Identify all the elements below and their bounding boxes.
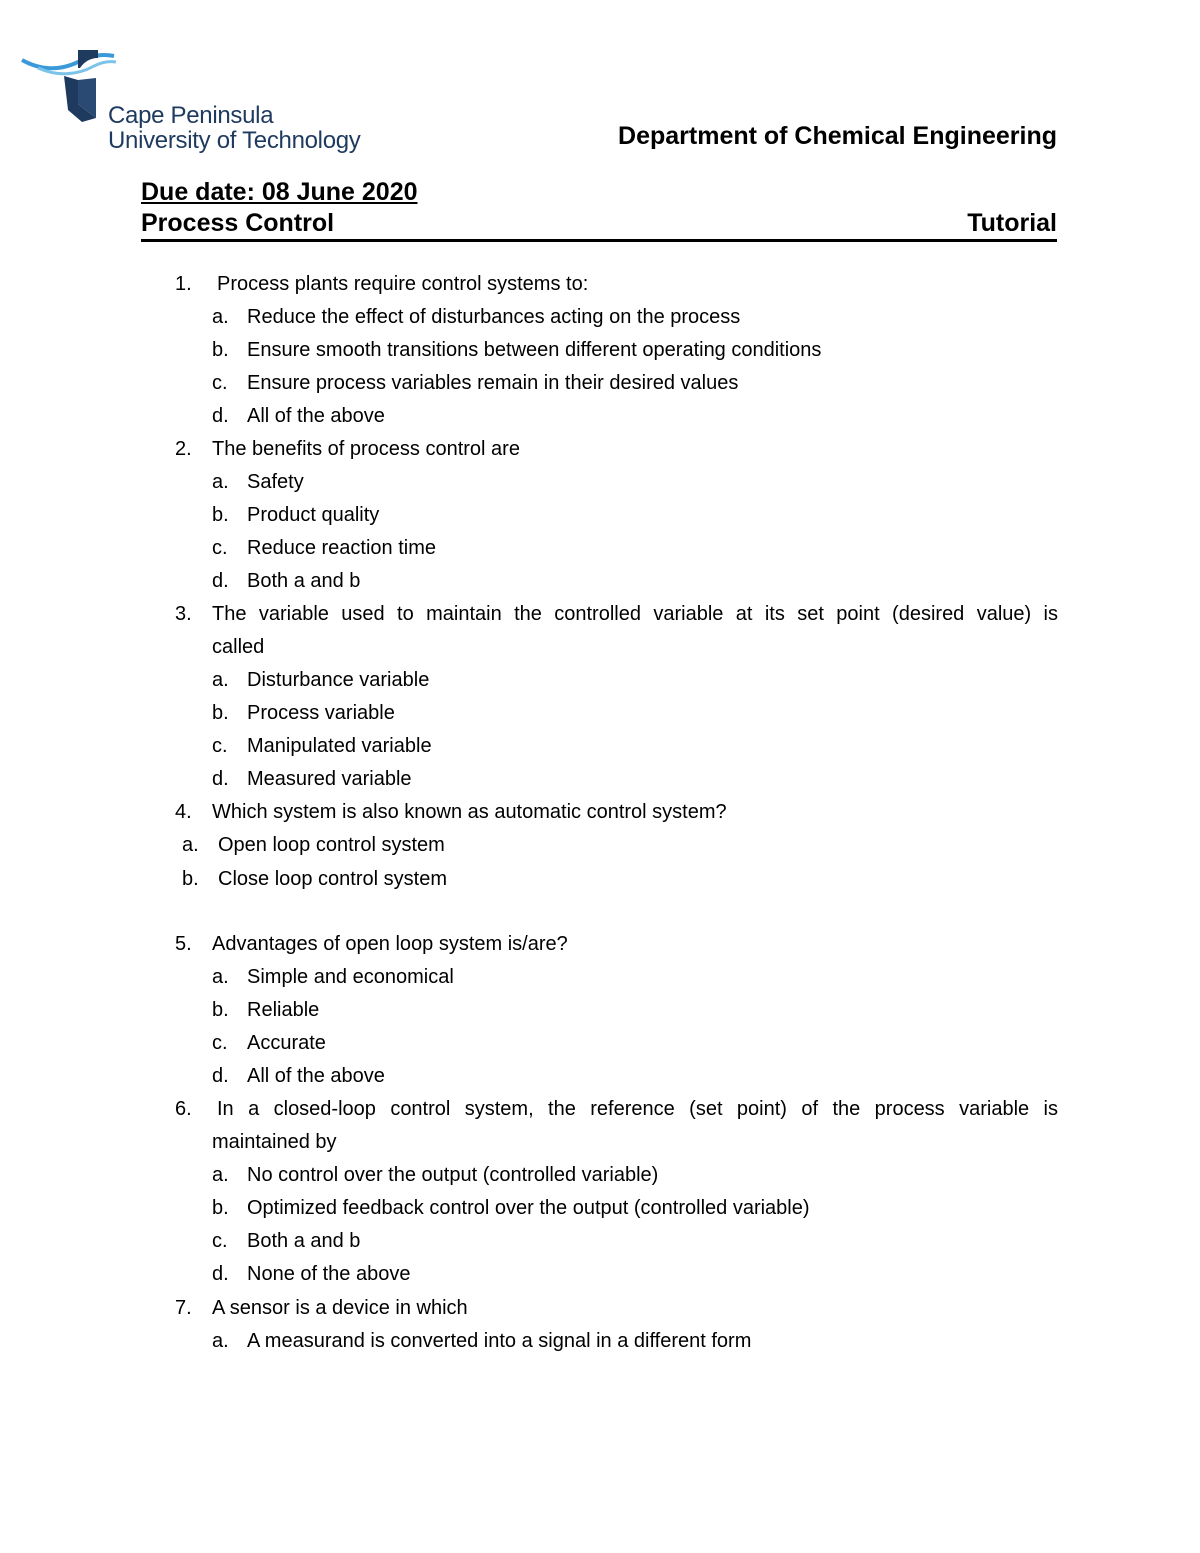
cput-logo (20, 46, 380, 161)
option-letter: a. (212, 306, 229, 328)
option-text: Simple and economical (247, 966, 454, 988)
option-letter: d. (212, 405, 229, 427)
option-text: Both a and b (247, 1230, 361, 1252)
question-number: 7. (175, 1297, 192, 1319)
option-text: Reliable (247, 999, 320, 1021)
department-title: Department of Chemical Engineering (618, 122, 1057, 150)
question-number: 1. (175, 273, 192, 295)
option-text: A measurand is converted into a signal in a different form (247, 1330, 752, 1352)
option-letter: a. (212, 1164, 229, 1186)
option-letter: a. (212, 1330, 229, 1352)
option-letter: d. (212, 1263, 229, 1285)
option-text: Reduce the effect of disturbances acting on the process (247, 306, 741, 328)
title-row (141, 209, 1057, 242)
option-letter: c. (212, 1032, 228, 1054)
question-text: Advantages of open loop system is/are? (212, 933, 568, 955)
option-text: Ensure process variables remain in their desired values (247, 372, 739, 394)
question-number: 6. (175, 1098, 192, 1120)
option-letter: c. (212, 735, 228, 757)
option-letter: a. (212, 669, 229, 691)
option-letter: d. (212, 570, 229, 592)
document-type: Tutorial (967, 209, 1057, 237)
question-text: The benefits of process control are (212, 438, 520, 460)
option-text: All of the above (247, 1065, 385, 1087)
option-text: All of the above (247, 405, 385, 427)
option-letter: a. (212, 966, 229, 988)
option-letter: b. (182, 868, 199, 890)
question-text-line1: The variable used to maintain the controlled variable at its set point (desired value) is (212, 603, 1058, 625)
option-text: Ensure smooth transitions between different operating conditions (247, 339, 822, 361)
option-text: Safety (247, 471, 304, 493)
question-text: Process plants require control systems to: (217, 273, 589, 295)
option-letter: b. (212, 339, 229, 361)
option-text: No control over the output (controlled variable) (247, 1164, 659, 1186)
option-letter: c. (212, 537, 228, 559)
option-text: Both a and b (247, 570, 361, 592)
option-text: Process variable (247, 702, 395, 724)
logo-text-line2: University of Technology (108, 127, 361, 154)
option-letter: d. (212, 768, 229, 790)
question-text-line2: maintained by (212, 1131, 337, 1153)
option-text: Close loop control system (218, 868, 447, 890)
course-title: Process Control (141, 209, 335, 237)
option-text: Disturbance variable (247, 669, 430, 691)
option-text: None of the above (247, 1263, 411, 1285)
cput-logo-mark-icon (20, 46, 120, 126)
option-letter: b. (212, 702, 229, 724)
option-letter: c. (212, 1230, 228, 1252)
option-letter: d. (212, 1065, 229, 1087)
question-number: 2. (175, 438, 192, 460)
question-number: 3. (175, 603, 192, 625)
option-text: Optimized feedback control over the output (controlled variable) (247, 1197, 810, 1219)
option-letter: a. (212, 471, 229, 493)
option-text: Reduce reaction time (247, 537, 436, 559)
option-text: Accurate (247, 1032, 326, 1054)
due-date: Due date: 08 June 2020 (141, 178, 418, 206)
question-text-line1: In a closed-loop control system, the reference (set point) of the process variable is (217, 1098, 1058, 1120)
option-letter: b. (212, 999, 229, 1021)
option-letter: a. (182, 834, 199, 856)
option-text: Manipulated variable (247, 735, 432, 757)
option-text: Open loop control system (218, 834, 445, 856)
option-text: Product quality (247, 504, 380, 526)
question-number: 5. (175, 933, 192, 955)
option-letter: c. (212, 372, 228, 394)
question-text: Which system is also known as automatic control system? (212, 801, 727, 823)
option-text: Measured variable (247, 768, 412, 790)
question-number: 4. (175, 801, 192, 823)
logo-text-line1: Cape Peninsula (108, 102, 274, 129)
option-letter: b. (212, 1197, 229, 1219)
question-text-line2: called (212, 636, 265, 658)
option-letter: b. (212, 504, 229, 526)
question-text: A sensor is a device in which (212, 1297, 468, 1319)
